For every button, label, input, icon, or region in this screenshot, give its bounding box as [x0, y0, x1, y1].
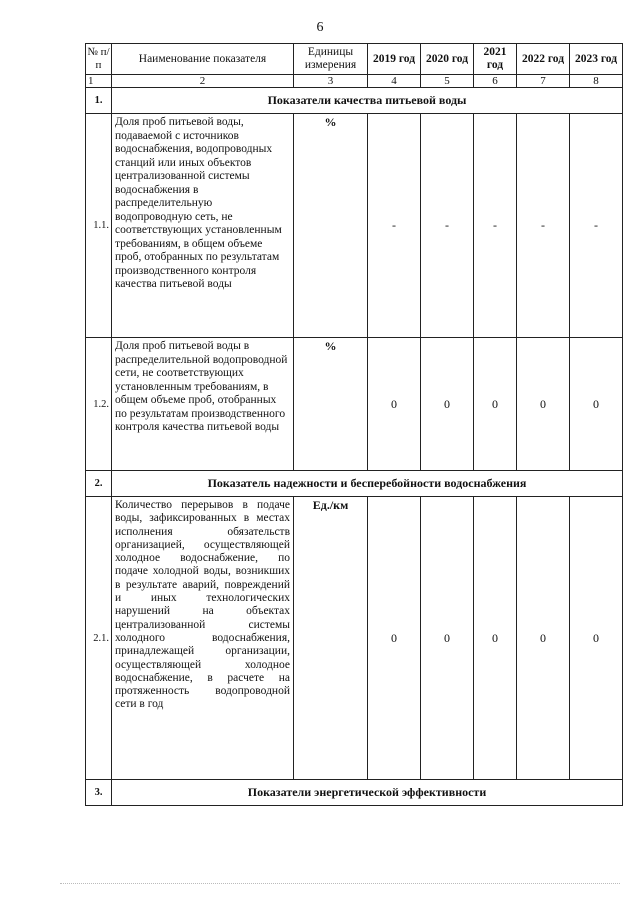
row-number: 1.1.	[86, 114, 112, 338]
section-title: Показатель надежности и бесперебойности водоснабжения	[112, 471, 623, 497]
value-2022: -	[517, 114, 570, 338]
col-header-num: № п/п	[86, 44, 112, 75]
col-header-name: Наименование показателя	[112, 44, 294, 75]
section-row	[86, 471, 623, 497]
indicator-name: Количество перерывов в подаче воды, зафиксированных в местах исполнения обязательств организацией, осуществляющей холодное водоснабжение, по подаче холодной воды, возникших в результате аварий, повреждений и иных технологических нарушений на объектах централизованной системы холодного водоснабжения, принадлежащей организации, осуществляющей холодное водоснабжение, в расчете на протяженность водопроводной сети в год	[112, 497, 294, 780]
column-index: 7	[517, 75, 570, 88]
value-2020: 0	[421, 497, 474, 780]
row-number: 2.1.	[86, 497, 112, 780]
value-2023: -	[570, 114, 623, 338]
scan-edge-divider	[60, 883, 620, 884]
col-header-year-2020: 2020 год	[421, 44, 474, 75]
col-header-year-2023: 2023 год	[570, 44, 623, 75]
col-header-year-2022: 2022 год	[517, 44, 570, 75]
value-2019: 0	[368, 497, 421, 780]
indicator-name: Доля проб питьевой воды, подаваемой с источников водоснабжения, водопроводных станций или иных объектов централизованной системы водоснабжения в распределительную водопроводную сеть, не соответствующих установленным требованиям, в общем объеме проб, отобранных по результатам производственного контроля качества питьевой воды	[112, 114, 294, 338]
section-number: 1.	[86, 88, 112, 114]
column-index: 4	[368, 75, 421, 88]
section-row	[86, 780, 623, 806]
column-index: 2	[112, 75, 294, 88]
column-index: 5	[421, 75, 474, 88]
value-2020: 0	[421, 338, 474, 471]
table-row	[86, 497, 623, 780]
unit-cell: %	[294, 114, 368, 338]
column-index: 8	[570, 75, 623, 88]
col-header-units: Единицы измерения	[294, 44, 368, 75]
unit-cell: %	[294, 338, 368, 471]
column-index: 3	[294, 75, 368, 88]
header-row	[86, 44, 623, 75]
table-row	[86, 338, 623, 471]
column-index-row	[86, 75, 623, 88]
value-2019: 0	[368, 338, 421, 471]
value-2023: 0	[570, 497, 623, 780]
value-2022: 0	[517, 497, 570, 780]
column-index: 6	[474, 75, 517, 88]
column-index: 1	[86, 75, 112, 88]
value-2021: 0	[474, 338, 517, 471]
section-row	[86, 88, 623, 114]
col-header-year-2019: 2019 год	[368, 44, 421, 75]
value-2021: -	[474, 114, 517, 338]
section-title: Показатели качества питьевой воды	[112, 88, 623, 114]
value-2020: -	[421, 114, 474, 338]
value-2021: 0	[474, 497, 517, 780]
unit-cell: Ед./км	[294, 497, 368, 780]
indicator-name: Доля проб питьевой воды в распределительной водопроводной сети, не соответствующих установленным требованиям, в общем объеме проб, отобранных по результатам производственного контроля качества питьевой воды	[112, 338, 294, 471]
table-row	[86, 114, 623, 338]
value-2023: 0	[570, 338, 623, 471]
value-2019: -	[368, 114, 421, 338]
section-number: 2.	[86, 471, 112, 497]
row-number: 1.2.	[86, 338, 112, 471]
section-number: 3.	[86, 780, 112, 806]
value-2022: 0	[517, 338, 570, 471]
col-header-year-2021: 2021 год	[474, 44, 517, 75]
indicators-table	[85, 43, 623, 806]
section-title: Показатели энергетической эффективности	[112, 780, 623, 806]
page-number: 6	[316, 20, 324, 35]
